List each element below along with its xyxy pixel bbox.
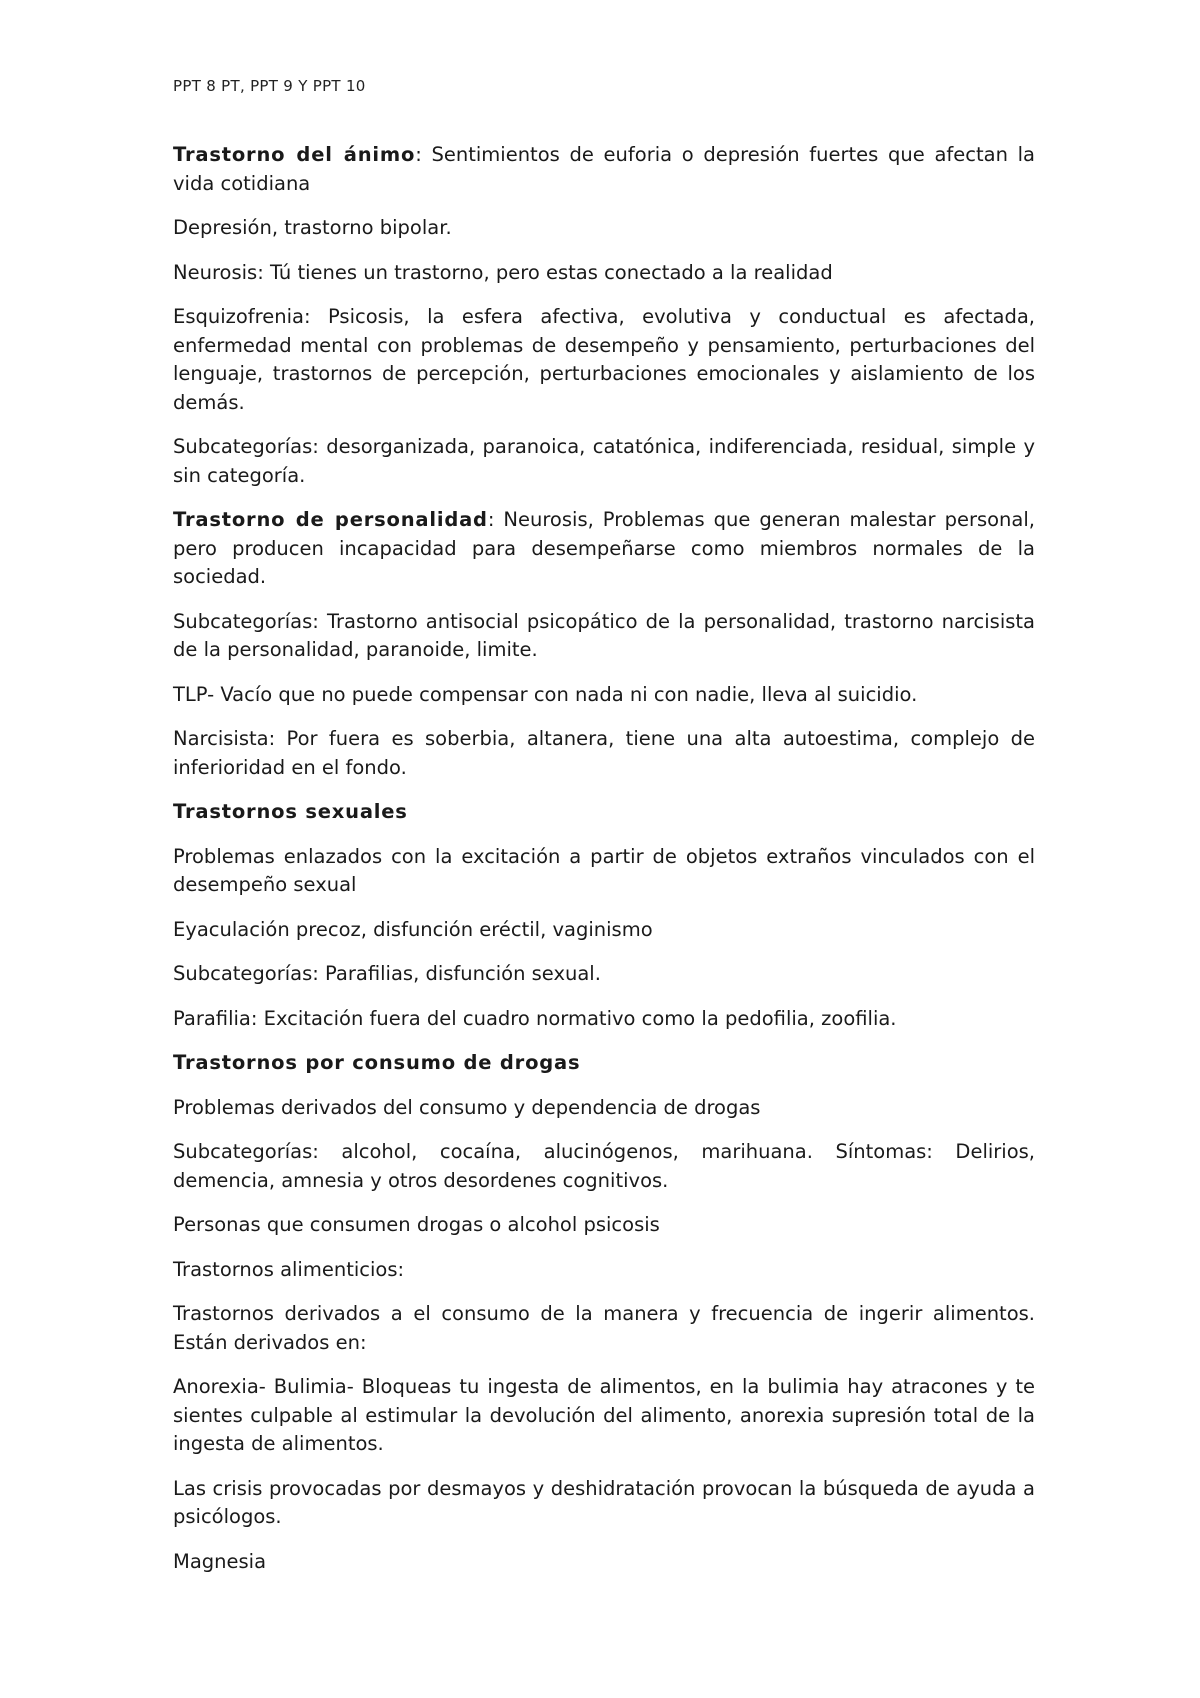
paragraph: Las crisis provocadas por desmayos y deshidratación provocan la búsqueda de ayuda a psicólogos. [173,1476,1035,1528]
document-body [173,141,1035,1592]
paragraph-subcategorias: Subcategorías: desorganizada, paranoica, catatónica, indiferenciada, residual, simple y sin categoría. [173,435,1035,487]
paragraph-trastorno-animo [173,141,1035,198]
paragraph-tlp: TLP- Vacío que no puede compensar con nada ni con nadie, lleva al suicidio. [173,682,918,706]
paragraph: Personas que consumen drogas o alcohol psicosis [173,1213,660,1236]
paragraph-trastorno-personalidad [173,506,1035,592]
section-heading-trastornos-drogas: Trastornos por consumo de drogas [173,1051,581,1074]
paragraph-anorexia-bulimia: Anorexia- Bulimia- Bloqueas tu ingesta de alimentos, en la bulimia hay atracones y te sientes culpable al estimular la devolución del alimento, anorexia supresión total de la ingesta de alimentos. [173,1375,1035,1455]
term-trastorno-animo: Trastorno del ánimo [173,143,416,166]
paragraph-text: : Sentimientos de euforia o depresión fuertes que afectan la vida cotidiana [173,143,1035,195]
paragraph: Magnesia [173,1549,267,1573]
paragraph-subcategorias: Subcategorías: Parafilias, disfunción sexual. [173,962,601,985]
paragraph-subcategorias: Subcategorías: Trastorno antisocial psicopático de la personalidad, trastorno narcisista de la personalidad, paranoide, limite. [173,609,1035,661]
paragraph-parafilia: Parafilia: Excitación fuera del cuadro normativo como la pedofilia, zoofilia. [173,1006,897,1030]
paragraph: Depresión, trastorno bipolar. [173,216,452,239]
paragraph-narcisista: Narcisista: Por fuera es soberbia, altanera, tiene una alta autoestima, complejo de inferioridad en el fondo. [173,727,1035,779]
paragraph-esquizofrenia: Esquizofrenia: Psicosis, la esfera afectiva, evolutiva y conductual es afectada, enfermedad mental con problemas de desempeño y pensamiento, perturbaciones del lenguaje, trastornos de percepción, perturbaciones emocionales y aislamiento de los demás. [173,305,1035,414]
term-trastorno-personalidad: Trastorno de personalidad [173,508,488,531]
paragraph: Problemas derivados del consumo y dependencia de drogas [173,1095,761,1119]
paragraph: Trastornos derivados a el consumo de la manera y frecuencia de ingerir alimentos. Están derivados en: [173,1302,1035,1354]
paragraph-trastornos-alimenticios: Trastornos alimenticios: [173,1257,405,1281]
paragraph: Problemas enlazados con la excitación a partir de objetos extraños vinculados con el desempeño sexual [173,844,1035,896]
paragraph-text: : Neurosis, Problemas que generan malestar personal, pero producen incapacidad para desempeñarse como miembros normales de la sociedad. [173,508,1035,588]
paragraph-neurosis: Neurosis: Tú tienes un trastorno, pero estas conectado a la realidad [173,260,833,284]
section-heading-trastornos-sexuales: Trastornos sexuales [173,800,408,823]
page-header: PPT 8 PT, PPT 9 Y PPT 10 [173,77,366,95]
paragraph: Eyaculación precoz, disfunción eréctil, vaginismo [173,917,653,941]
paragraph-subcategorias: Subcategorías: alcohol, cocaína, alucinógenos, marihuana. Síntomas: Delirios, demencia, amnesia y otros desordenes cognitivos. [173,1140,1035,1192]
